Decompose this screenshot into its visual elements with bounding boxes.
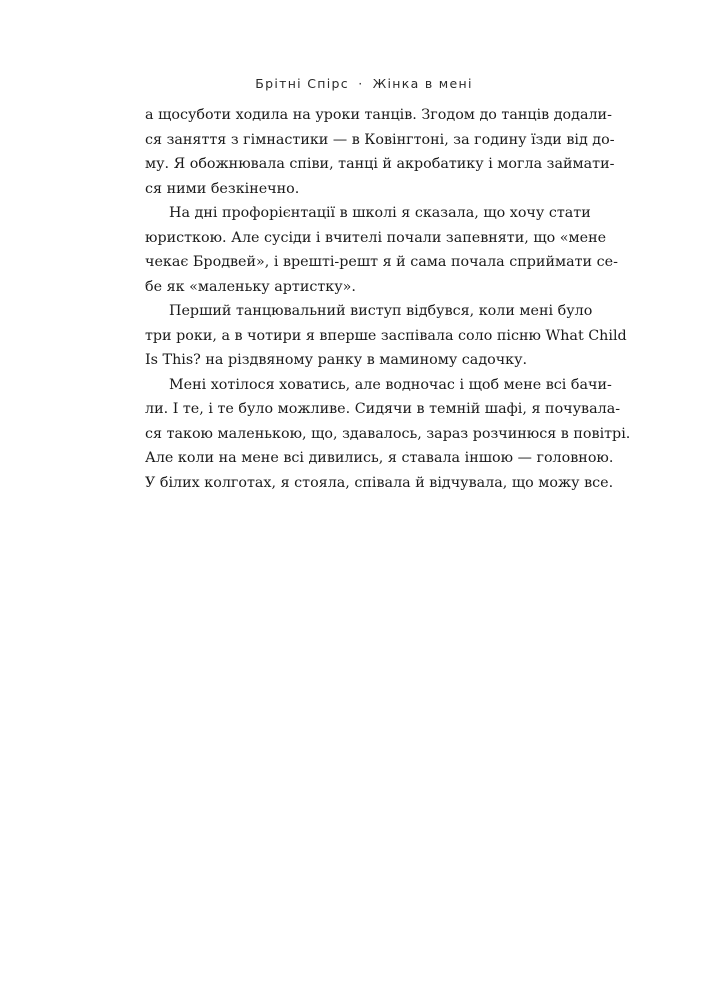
running-head-title: Жінка в мені <box>372 76 473 91</box>
text-line: му. Я обожнювала співи, танці й акробатику і могла займати- <box>145 156 615 172</box>
text-line: три роки, а в чотири я вперше заспівала соло пісню What Child <box>145 327 627 344</box>
text-line: чекає Бродвей», і врешті-решт я й сама почала сприймати се- <box>145 254 618 270</box>
paragraph-3 <box>145 299 627 373</box>
running-head-author: Брітні Спірс <box>255 76 349 91</box>
text-line: ся такою маленькою, що, здавалось, зараз розчинюся в повітрі. <box>145 425 631 442</box>
text-line: ся ними безкінечно. <box>145 180 300 197</box>
text-line: бе як «маленьку артистку». <box>145 278 356 295</box>
running-head-separator: · <box>358 76 364 91</box>
running-head <box>0 76 728 92</box>
text-line: ся заняття з гімнастики — в Ковінгтоні, за годину їзди від до- <box>145 131 615 148</box>
text-line: ли. І те, і те було можливе. Сидячи в темній шафі, я почувала- <box>145 401 621 417</box>
text-line: а щосуботи ходила на уроки танців. Згодом до танців додали- <box>145 107 612 123</box>
paragraph-1 <box>145 103 615 201</box>
text-line: Перший танцювальний виступ відбувся, коли мені було <box>169 303 593 319</box>
text-line: У білих колготах, я стояла, співала й відчувала, що можу все. <box>145 474 614 491</box>
text-line: Але коли на мене всі дивились, я ставала іншою — головною. <box>145 450 614 466</box>
text-line: Is This? на різдвяному ранку в маминому садочку. <box>145 352 528 368</box>
paragraph-2 <box>145 201 618 299</box>
body-text <box>145 103 631 495</box>
text-line: На дні профорієнтації в школі я сказала, що хочу стати <box>169 205 591 221</box>
text-line: юристкою. Але сусіди і вчителі почали запевняти, що «мене <box>145 229 607 246</box>
text-line: Мені хотілося ховатись, але водночас і щоб мене всі бачи- <box>169 376 612 393</box>
paragraph-4 <box>145 373 631 496</box>
